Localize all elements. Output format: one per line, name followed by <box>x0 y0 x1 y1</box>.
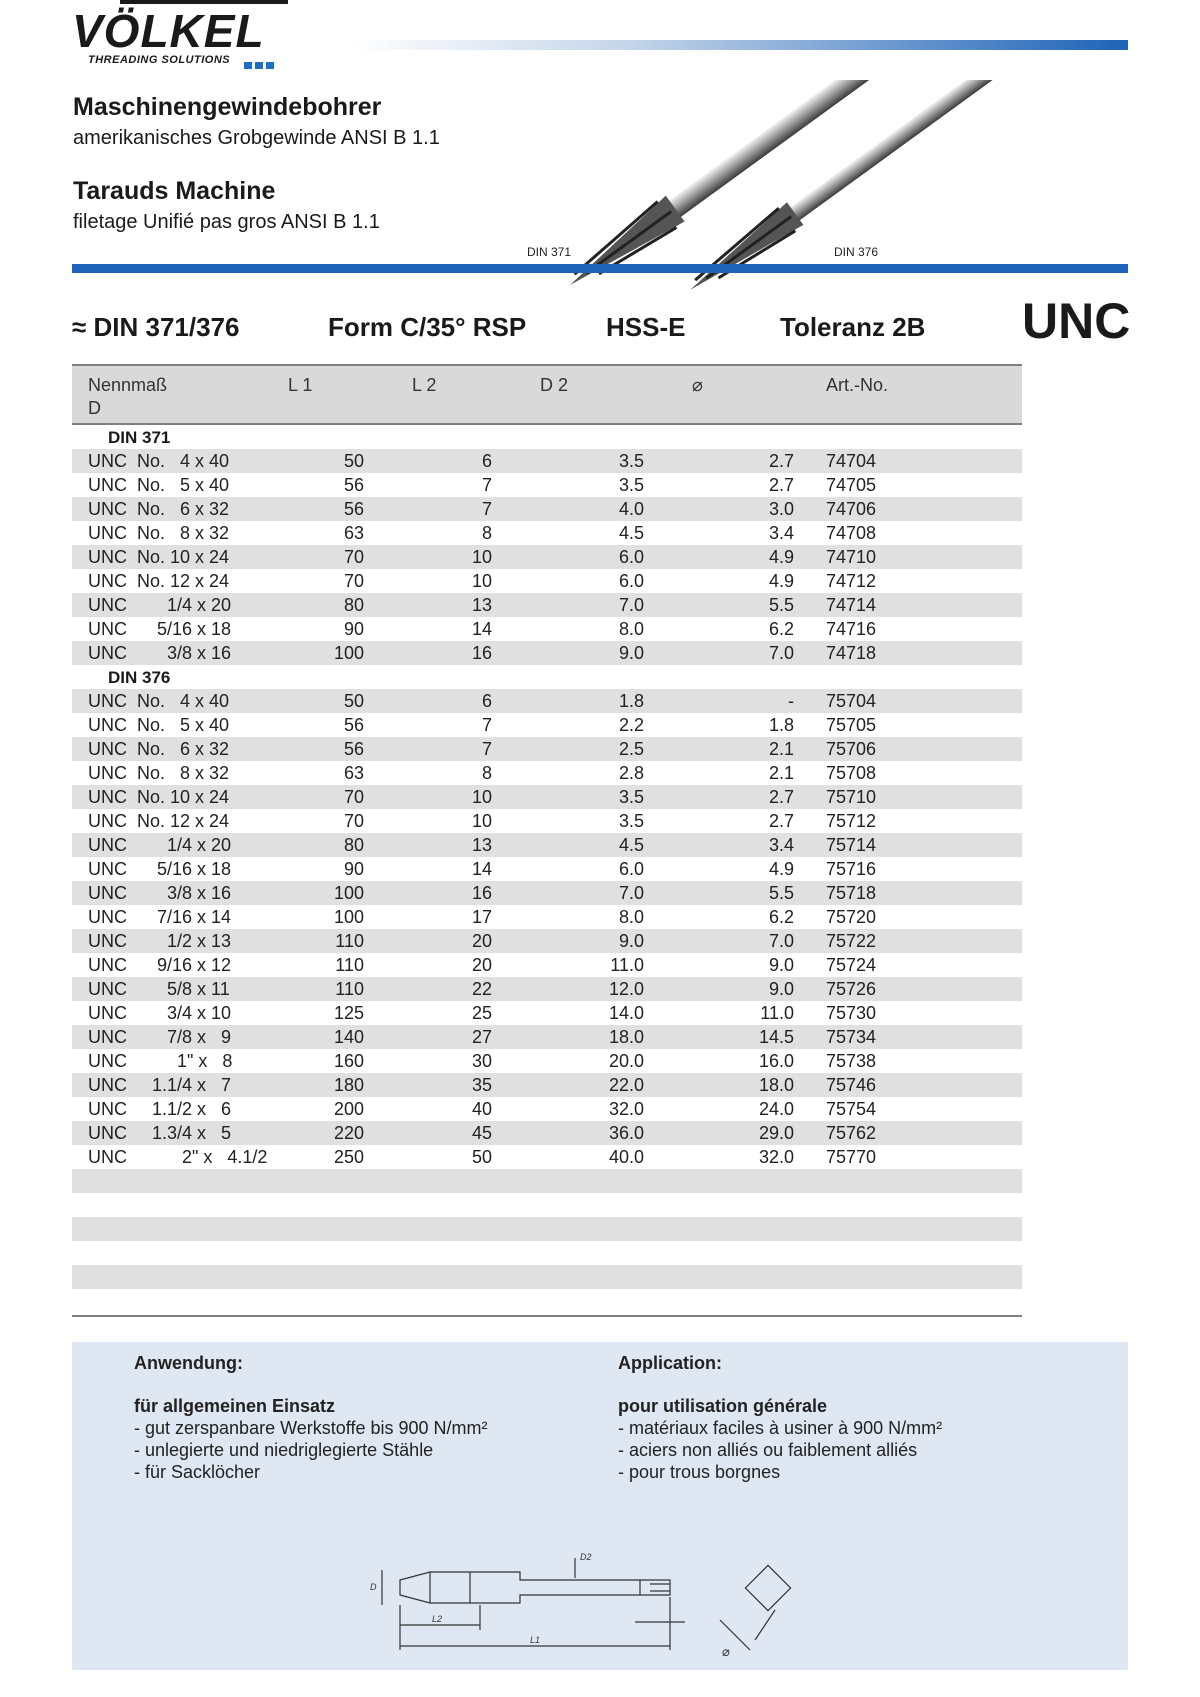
cell-d2: 8.0 <box>618 619 644 639</box>
cell-desc: UNC 1.1/4 x 7 <box>88 1075 232 1095</box>
table-bottom-rule <box>72 1315 1022 1317</box>
cell-l2: 10 <box>471 547 492 567</box>
cell-l2: 7 <box>481 739 492 759</box>
cell-l1: 56 <box>343 475 364 495</box>
cell-d2: 1.8 <box>618 691 644 711</box>
cell-l1: 110 <box>335 955 364 975</box>
cell-sq: 11.0 <box>760 1003 794 1023</box>
header-art: Art.-No. <box>826 375 889 395</box>
cell-sq: 4.9 <box>768 571 794 591</box>
application-item-fr: - aciers non alliés ou faiblement alliés <box>618 1440 918 1460</box>
cell-sq: 2.1 <box>768 739 794 759</box>
application-heading-de: Anwendung: <box>134 1353 243 1373</box>
table-row <box>72 1049 1022 1073</box>
table-row <box>72 1025 1022 1049</box>
cell-d2: 22.0 <box>608 1075 644 1095</box>
cell-d2: 4.0 <box>618 499 644 519</box>
cell-d2: 2.5 <box>618 739 644 759</box>
cell-art: 75734 <box>826 1027 877 1047</box>
table-row <box>72 761 1022 785</box>
table-row <box>72 569 1022 593</box>
cell-sq: 4.9 <box>768 859 794 879</box>
cell-l1: 110 <box>335 931 364 951</box>
cell-d2: 6.0 <box>618 571 644 591</box>
table-row <box>72 785 1022 809</box>
cell-desc: UNC 3/8 x 16 <box>88 883 232 903</box>
cell-d2: 7.0 <box>618 883 644 903</box>
thread-type: UNC <box>1022 293 1131 349</box>
table-body <box>72 425 1022 1289</box>
cell-d2: 8.0 <box>618 907 644 927</box>
cell-l1: 100 <box>333 643 364 663</box>
cell-l2: 8 <box>481 523 492 543</box>
cell-sq: 24.0 <box>758 1099 794 1119</box>
table-row <box>72 857 1022 881</box>
cell-sq: 3.4 <box>768 523 794 543</box>
section-title: DIN 371 <box>108 428 171 447</box>
table-row <box>72 929 1022 953</box>
application-item-de: - unlegierte und niedriglegierte Stähle <box>134 1440 434 1460</box>
cell-l2: 7 <box>481 715 492 735</box>
cell-l2: 16 <box>471 643 492 663</box>
cell-desc: UNC 1/4 x 20 <box>88 835 232 855</box>
table-row <box>72 1073 1022 1097</box>
drawing-label-d: D <box>370 1582 377 1592</box>
cell-desc: UNC No. 5 x 40 <box>88 475 230 495</box>
header-rule <box>350 40 1128 50</box>
spec-form: Form C/35° RSP <box>328 312 527 342</box>
cell-art: 74705 <box>826 475 877 495</box>
cell-l1: 250 <box>333 1147 364 1167</box>
cell-d2: 9.0 <box>618 643 644 663</box>
cell-l2: 45 <box>471 1123 492 1143</box>
cell-d2: 2.8 <box>618 763 644 783</box>
brand-tagline: THREADING SOLUTIONS <box>88 54 231 66</box>
table-row <box>72 905 1022 929</box>
cell-l2: 50 <box>471 1147 492 1167</box>
cell-desc: UNC 1/2 x 13 <box>88 931 232 951</box>
cell-l2: 20 <box>471 955 492 975</box>
cell-desc: UNC 1/4 x 20 <box>88 595 232 615</box>
cell-art: 75718 <box>826 883 877 903</box>
cell-sq: 1.8 <box>768 715 794 735</box>
application-subheading-fr: pour utilisation générale <box>618 1396 828 1416</box>
image-label-din376: DIN 376 <box>834 245 879 259</box>
cell-d2: 7.0 <box>618 595 644 615</box>
cell-l1: 110 <box>335 979 364 999</box>
empty-row <box>72 1241 1022 1265</box>
cell-sq: 3.0 <box>768 499 794 519</box>
cell-l1: 80 <box>343 595 364 615</box>
cell-desc: UNC 5/16 x 18 <box>88 619 232 639</box>
cell-art: 75726 <box>826 979 877 999</box>
header-nominal-d: D <box>88 398 101 418</box>
cell-d2: 18.0 <box>608 1027 644 1047</box>
table-row <box>72 449 1022 473</box>
cell-desc: UNC 9/16 x 12 <box>88 955 232 975</box>
cell-art: 75720 <box>826 907 877 927</box>
cell-art: 74716 <box>826 619 877 639</box>
cell-l2: 16 <box>471 883 492 903</box>
cell-d2: 3.5 <box>618 451 644 471</box>
cell-l1: 70 <box>343 547 364 567</box>
table-row <box>72 1145 1022 1169</box>
cell-l1: 90 <box>343 859 364 879</box>
section-title: DIN 376 <box>108 668 171 687</box>
brand-logo: VÖLKEL <box>72 5 265 57</box>
cell-desc: UNC No. 12 x 24 <box>88 571 230 591</box>
cell-l1: 160 <box>333 1051 364 1071</box>
header-d2: D 2 <box>540 375 569 395</box>
cell-d2: 12.0 <box>608 979 644 999</box>
application-heading-fr: Application: <box>618 1353 722 1373</box>
cell-d2: 3.5 <box>618 475 644 495</box>
cell-art: 74706 <box>826 499 877 519</box>
cell-art: 75708 <box>826 763 877 783</box>
cell-l2: 20 <box>471 931 492 951</box>
cell-l1: 56 <box>343 739 364 759</box>
cell-art: 74714 <box>826 595 877 615</box>
cell-l2: 6 <box>481 451 492 471</box>
cell-l2: 10 <box>471 811 492 831</box>
cell-sq: 9.0 <box>768 979 794 999</box>
table-row <box>72 1001 1022 1025</box>
cell-l2: 7 <box>481 499 492 519</box>
table-row <box>72 713 1022 737</box>
empty-row <box>72 1217 1022 1241</box>
header-nominal: Nennmaß <box>88 375 168 395</box>
cell-l1: 220 <box>333 1123 364 1143</box>
table-row <box>72 689 1022 713</box>
header-l1: L 1 <box>288 375 313 395</box>
cell-sq: 5.5 <box>768 595 794 615</box>
cell-art: 74704 <box>826 451 877 471</box>
table-row <box>72 521 1022 545</box>
cell-l1: 140 <box>333 1027 364 1047</box>
cell-d2: 4.5 <box>618 523 644 543</box>
cell-l1: 90 <box>343 619 364 639</box>
empty-row <box>72 1265 1022 1289</box>
cell-l2: 40 <box>471 1099 492 1119</box>
logo-overline <box>120 0 288 4</box>
cell-desc: UNC No. 8 x 32 <box>88 523 230 543</box>
cell-sq: 14.5 <box>758 1027 794 1047</box>
table-row <box>72 953 1022 977</box>
cell-sq: 6.2 <box>768 907 794 927</box>
cell-art: 75706 <box>826 739 877 759</box>
cell-art: 74708 <box>826 523 877 543</box>
cell-desc: UNC 5/8 x 11 <box>88 979 230 999</box>
subtitle-de: amerikanisches Grobgewinde ANSI B 1.1 <box>73 127 440 149</box>
cell-l1: 56 <box>343 715 364 735</box>
cell-d2: 14.0 <box>608 1003 644 1023</box>
cell-sq: 29.0 <box>758 1123 794 1143</box>
image-label-din371: DIN 371 <box>527 245 572 259</box>
cell-d2: 11.0 <box>610 955 644 975</box>
cell-sq: 2.1 <box>768 763 794 783</box>
application-item-de: - gut zerspanbare Werkstoffe bis 900 N/mm² <box>134 1418 488 1438</box>
cell-d2: 20.0 <box>608 1051 644 1071</box>
cell-l1: 100 <box>333 907 364 927</box>
cell-l1: 63 <box>343 763 364 783</box>
cell-art: 75730 <box>826 1003 877 1023</box>
cell-sq: 6.2 <box>768 619 794 639</box>
cell-l1: 80 <box>343 835 364 855</box>
table-row <box>72 881 1022 905</box>
cell-desc: UNC 1.1/2 x 6 <box>88 1099 232 1119</box>
table-row <box>72 977 1022 1001</box>
cell-l1: 50 <box>343 451 364 471</box>
tap-product-image <box>560 80 1100 295</box>
empty-row <box>72 1193 1022 1217</box>
cell-d2: 2.2 <box>618 715 644 735</box>
cell-art: 75722 <box>826 931 877 951</box>
cell-art: 75710 <box>826 787 877 807</box>
cell-art: 75738 <box>826 1051 877 1071</box>
cell-l1: 70 <box>343 571 364 591</box>
cell-art: 74712 <box>826 571 877 591</box>
cell-desc: UNC 1" x 8 <box>88 1051 233 1071</box>
cell-sq: 2.7 <box>768 811 794 831</box>
cell-l2: 30 <box>471 1051 492 1071</box>
cell-desc: UNC 2" x 4.1/2 <box>88 1147 268 1167</box>
cell-l2: 13 <box>471 835 492 855</box>
cell-d2: 6.0 <box>618 547 644 567</box>
cell-sq: 32.0 <box>758 1147 794 1167</box>
cell-d2: 3.5 <box>618 787 644 807</box>
cell-l1: 63 <box>343 523 364 543</box>
application-item-fr: - pour trous borgnes <box>618 1462 781 1482</box>
table-row <box>72 1097 1022 1121</box>
application-subheading-de: für allgemeinen Einsatz <box>134 1396 336 1416</box>
cell-d2: 32.0 <box>608 1099 644 1119</box>
cell-art: 75762 <box>826 1123 877 1143</box>
cell-sq: 9.0 <box>768 955 794 975</box>
cell-desc: UNC No. 10 x 24 <box>88 547 230 567</box>
cell-sq: 3.4 <box>768 835 794 855</box>
cell-l1: 180 <box>333 1075 364 1095</box>
cell-desc: UNC No. 6 x 32 <box>88 499 230 519</box>
table-row <box>72 593 1022 617</box>
cell-art: 75705 <box>826 715 877 735</box>
table-row <box>72 833 1022 857</box>
cell-desc: UNC No. 10 x 24 <box>88 787 230 807</box>
cell-art: 75714 <box>826 835 877 855</box>
cell-desc: UNC 1.3/4 x 5 <box>88 1123 232 1143</box>
drawing-label-l1: L1 <box>530 1635 541 1645</box>
product-table <box>72 364 1022 1289</box>
cell-d2: 6.0 <box>618 859 644 879</box>
table-row <box>72 617 1022 641</box>
cell-sq: 2.7 <box>768 475 794 495</box>
cell-l1: 70 <box>343 811 364 831</box>
cell-l2: 25 <box>471 1003 492 1023</box>
application-item-de: - für Sacklöcher <box>134 1462 261 1482</box>
table-row <box>72 497 1022 521</box>
cell-sq: 4.9 <box>768 547 794 567</box>
section-rule <box>72 264 1128 273</box>
cell-desc: UNC No. 8 x 32 <box>88 763 230 783</box>
section-heading <box>72 665 1022 689</box>
cell-l2: 10 <box>471 571 492 591</box>
cell-d2: 36.0 <box>608 1123 644 1143</box>
cell-l1: 56 <box>343 499 364 519</box>
cell-desc: UNC No. 12 x 24 <box>88 811 230 831</box>
cell-art: 75704 <box>826 691 877 711</box>
drawing-label-l2: L2 <box>432 1614 443 1624</box>
cell-desc: UNC 3/8 x 16 <box>88 643 232 663</box>
header-l2: L 2 <box>412 375 437 395</box>
cell-l1: 70 <box>343 787 364 807</box>
table-row <box>72 473 1022 497</box>
spec-tolerance: Toleranz 2B <box>780 312 926 342</box>
cell-sq: 18.0 <box>758 1075 794 1095</box>
tap-technical-drawing <box>370 1550 860 1660</box>
brand-squares <box>244 56 277 74</box>
cell-l1: 100 <box>333 883 364 903</box>
application-item-fr: - matériaux faciles à usiner à 900 N/mm² <box>618 1418 943 1438</box>
cell-art: 75754 <box>826 1099 877 1119</box>
cell-l2: 22 <box>471 979 492 999</box>
cell-art: 75716 <box>826 859 877 879</box>
cell-desc: UNC 7/8 x 9 <box>88 1027 232 1047</box>
cell-art: 74718 <box>826 643 877 663</box>
drawing-label-d2: D2 <box>580 1552 592 1562</box>
cell-l2: 17 <box>471 907 492 927</box>
cell-desc: UNC 3/4 x 10 <box>88 1003 232 1023</box>
cell-l2: 14 <box>471 859 492 879</box>
table-row <box>72 737 1022 761</box>
header-square: ⌀ <box>692 375 703 395</box>
title-de: Maschinengewindebohrer <box>73 93 382 121</box>
cell-desc: UNC No. 6 x 32 <box>88 739 230 759</box>
cell-sq: 7.0 <box>768 643 794 663</box>
cell-l2: 6 <box>481 691 492 711</box>
cell-d2: 3.5 <box>618 811 644 831</box>
cell-art: 75770 <box>826 1147 877 1167</box>
cell-art: 74710 <box>826 547 877 567</box>
cell-l2: 27 <box>471 1027 492 1047</box>
cell-sq: 2.7 <box>768 787 794 807</box>
drawing-label-square: ⌀ <box>722 1645 730 1660</box>
subtitle-fr: filetage Unifié pas gros ANSI B 1.1 <box>73 211 380 233</box>
cell-art: 75712 <box>826 811 877 831</box>
cell-d2: 9.0 <box>618 931 644 951</box>
cell-desc: UNC No. 4 x 40 <box>88 691 230 711</box>
table-row <box>72 1121 1022 1145</box>
cell-l2: 14 <box>471 619 492 639</box>
cell-sq: - <box>788 691 794 711</box>
spec-din: ≈ DIN 371/376 <box>72 312 240 342</box>
cell-desc: UNC 5/16 x 18 <box>88 859 232 879</box>
cell-sq: 2.7 <box>768 451 794 471</box>
cell-art: 75724 <box>826 955 877 975</box>
spec-material: HSS-E <box>606 312 686 342</box>
table-row <box>72 641 1022 665</box>
title-fr: Tarauds Machine <box>73 177 276 205</box>
section-heading <box>72 425 1022 449</box>
cell-desc: UNC No. 4 x 40 <box>88 451 230 471</box>
cell-l1: 200 <box>333 1099 364 1119</box>
cell-l2: 13 <box>471 595 492 615</box>
empty-row <box>72 1169 1022 1193</box>
cell-d2: 40.0 <box>608 1147 644 1167</box>
cell-l2: 7 <box>481 475 492 495</box>
cell-sq: 7.0 <box>768 931 794 951</box>
cell-art: 75746 <box>826 1075 877 1095</box>
cell-d2: 4.5 <box>618 835 644 855</box>
table-header <box>72 364 1022 425</box>
table-row <box>72 809 1022 833</box>
cell-l2: 8 <box>481 763 492 783</box>
cell-l1: 50 <box>343 691 364 711</box>
table-row <box>72 545 1022 569</box>
cell-l2: 35 <box>471 1075 492 1095</box>
cell-sq: 5.5 <box>768 883 794 903</box>
cell-l1: 125 <box>333 1003 364 1023</box>
cell-desc: UNC No. 5 x 40 <box>88 715 230 735</box>
cell-desc: UNC 7/16 x 14 <box>88 907 232 927</box>
cell-sq: 16.0 <box>758 1051 794 1071</box>
cell-l2: 10 <box>471 787 492 807</box>
